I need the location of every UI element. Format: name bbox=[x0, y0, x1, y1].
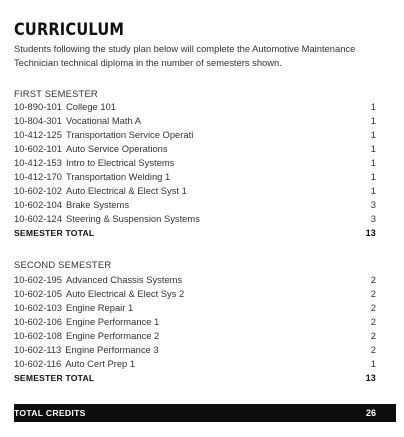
course-credits: 1 bbox=[370, 358, 376, 369]
course-code: 10-602-104 bbox=[14, 199, 62, 210]
course-code: 10-602-195 bbox=[14, 274, 62, 285]
course-credits: 1 bbox=[370, 115, 376, 126]
course-name: Brake Systems bbox=[65, 199, 130, 210]
course-credits: 1 bbox=[370, 129, 376, 140]
course-name: Vocational Math A bbox=[65, 115, 142, 126]
course-credits: 1 bbox=[370, 171, 376, 182]
course-code: 10-602-124 bbox=[14, 213, 62, 224]
course-credits: 1 bbox=[370, 101, 376, 112]
course-credits: 2 bbox=[370, 274, 376, 285]
course-row bbox=[14, 301, 376, 315]
page-title: CURRICULUM bbox=[14, 20, 125, 40]
semester-total-value: 13 bbox=[365, 373, 376, 383]
course-row bbox=[14, 142, 376, 156]
course-name: Advanced Chassis Systems bbox=[65, 274, 183, 285]
course-row bbox=[14, 343, 376, 357]
course-row bbox=[14, 273, 376, 287]
course-code: 10-804-301 bbox=[14, 115, 62, 126]
course-code: 10-602-116 bbox=[14, 358, 62, 369]
course-credits: 3 bbox=[370, 213, 376, 224]
total-credits-label: TOTAL CREDITS bbox=[14, 408, 86, 418]
course-credits: 2 bbox=[370, 316, 376, 327]
course-code: 10-602-106 bbox=[14, 316, 62, 327]
course-credits: 2 bbox=[370, 344, 376, 355]
total-credits-value: 26 bbox=[365, 408, 376, 418]
course-name: Engine Performance 2 bbox=[65, 330, 160, 341]
course-name: Engine Performance 3 bbox=[65, 344, 159, 355]
course-name: Engine Performance 1 bbox=[65, 316, 160, 327]
course-name: Transportation Service Operati bbox=[65, 129, 194, 140]
course-row bbox=[14, 198, 376, 212]
intro-text: Students following the study plan below will complete the Automotive Maintenance Technician technical diploma in the number of semesters shown. bbox=[14, 43, 356, 68]
course-credits: 1 bbox=[370, 143, 376, 154]
course-name: Engine Repair 1 bbox=[65, 302, 134, 313]
semester-heading-second: SECOND SEMESTER bbox=[14, 259, 112, 270]
course-credits: 2 bbox=[370, 302, 376, 313]
course-code: 10-412-170 bbox=[14, 171, 62, 182]
course-credits: 2 bbox=[370, 288, 376, 299]
course-name: Auto Electrical & Elect Sys 2 bbox=[65, 288, 185, 299]
semester-total-label: SEMESTER TOTAL bbox=[14, 228, 95, 238]
course-row bbox=[14, 128, 376, 142]
course-credits: 3 bbox=[370, 199, 376, 210]
course-row bbox=[14, 156, 376, 170]
course-code: 10-412-153 bbox=[14, 157, 62, 168]
course-credits: 1 bbox=[370, 157, 376, 168]
course-code: 10-602-113 bbox=[14, 344, 62, 355]
course-name: College 101 bbox=[65, 101, 117, 112]
course-row bbox=[14, 329, 376, 343]
course-name: Auto Cert Prep 1 bbox=[65, 358, 136, 369]
course-name: Steering & Suspension Systems bbox=[65, 213, 200, 224]
course-name: Auto Electrical & Elect Syst 1 bbox=[65, 185, 187, 196]
course-row bbox=[14, 170, 376, 184]
course-row bbox=[14, 184, 376, 198]
course-row bbox=[14, 287, 376, 301]
course-name: Transportation Welding 1 bbox=[65, 171, 171, 182]
course-name: Auto Service Operations bbox=[65, 143, 168, 154]
course-code: 10-602-105 bbox=[14, 288, 62, 299]
course-name: Intro to Electrical Systems bbox=[65, 157, 175, 168]
course-row bbox=[14, 114, 376, 128]
semester-heading-first: FIRST SEMESTER bbox=[14, 88, 98, 99]
course-code: 10-602-108 bbox=[14, 330, 62, 341]
course-code: 10-890-101 bbox=[14, 101, 62, 112]
total-credits-bar bbox=[14, 404, 396, 422]
semester-table-first bbox=[14, 100, 376, 240]
course-code: 10-602-103 bbox=[14, 302, 62, 313]
semester-total-label: SEMESTER TOTAL bbox=[14, 373, 95, 383]
course-row bbox=[14, 212, 376, 226]
semester-table-second bbox=[14, 273, 376, 385]
course-credits: 2 bbox=[370, 330, 376, 341]
course-code: 10-602-101 bbox=[14, 143, 62, 154]
course-row bbox=[14, 315, 376, 329]
course-row bbox=[14, 100, 376, 114]
semester-total-value: 13 bbox=[365, 228, 376, 238]
course-code: 10-412-125 bbox=[14, 129, 62, 140]
semester-total-row bbox=[14, 226, 376, 240]
semester-total-row bbox=[14, 371, 376, 385]
course-row bbox=[14, 357, 376, 371]
course-code: 10-602-102 bbox=[14, 185, 62, 196]
course-credits: 1 bbox=[370, 185, 376, 196]
